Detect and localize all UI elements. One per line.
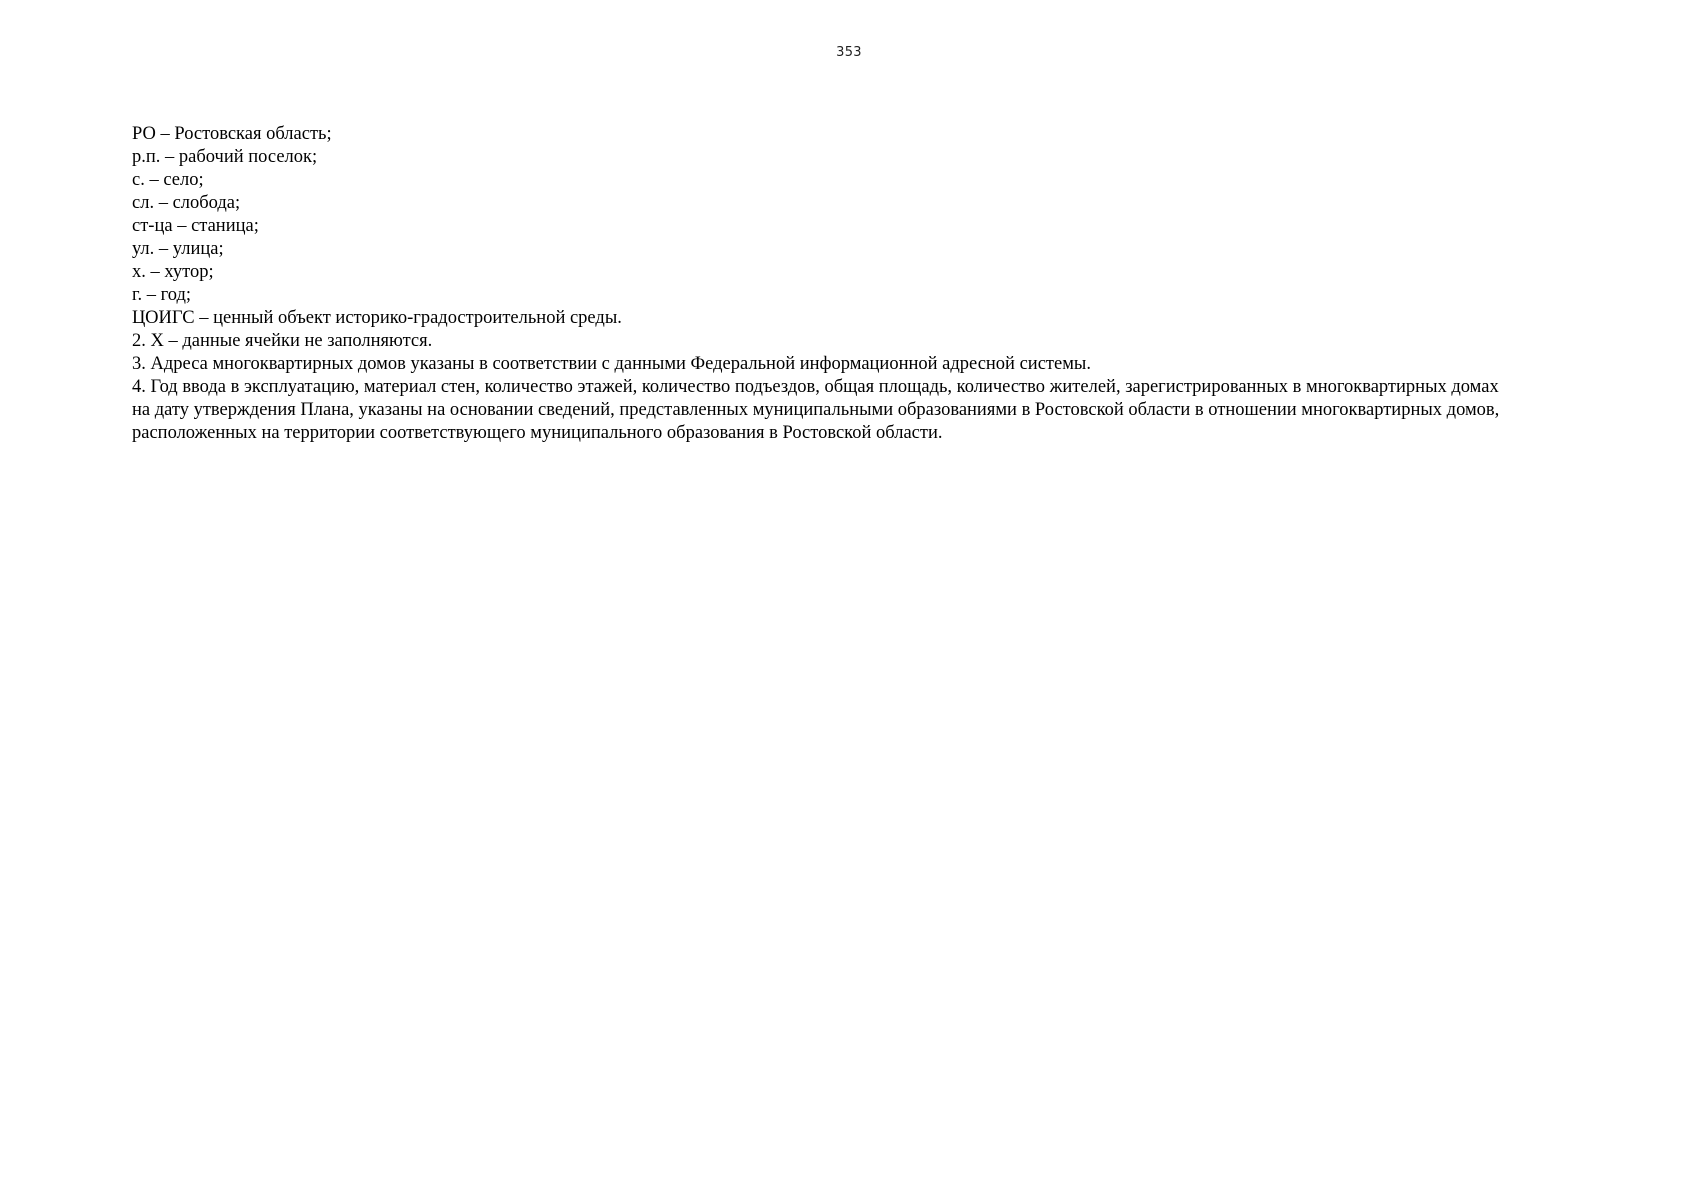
abbreviation-kh: х. – хутор; [132,262,214,282]
abbreviation-rp: р.п. – рабочий поселок; [132,147,318,167]
notes-block [132,123,1632,445]
note-3: 3. Адреса многоквартирных домов указаны в соответствии с данными Федеральной информационной адресной системы. [132,354,1091,374]
note-2: 2. Х – данные ячейки не заполняются. [132,331,433,351]
abbreviation-sl: сл. – слобода; [132,193,241,213]
note-4-line: расположенных на территории соответствующего муниципального образования в Ростовской области. [132,423,943,443]
abbreviation-st-tsa: ст-ца – станица; [132,216,259,236]
abbreviation-tsoigs: ЦОИГС – ценный объект историко-градостроительной среды. [132,308,622,328]
abbreviation-g: г. – год; [132,285,192,305]
abbreviation-ul: ул. – улица; [132,239,224,259]
note-4-line: 4. Год ввода в эксплуатацию, материал стен, количество этажей, количество подъездов, общая площадь, количество жителей, зарегистрированных в многоквартирных домах [132,377,1499,397]
abbreviation-ro: РО – Ростовская область; [132,124,332,144]
note-4-line: на дату утверждения Плана, указаны на основании сведений, представленных муниципальными образованиями в Ростовской области в отношении многоквартирных домов, [132,400,1500,420]
page-number: 353 [836,45,862,60]
abbreviation-s: с. – село; [132,170,204,190]
note-4 [132,376,1632,445]
